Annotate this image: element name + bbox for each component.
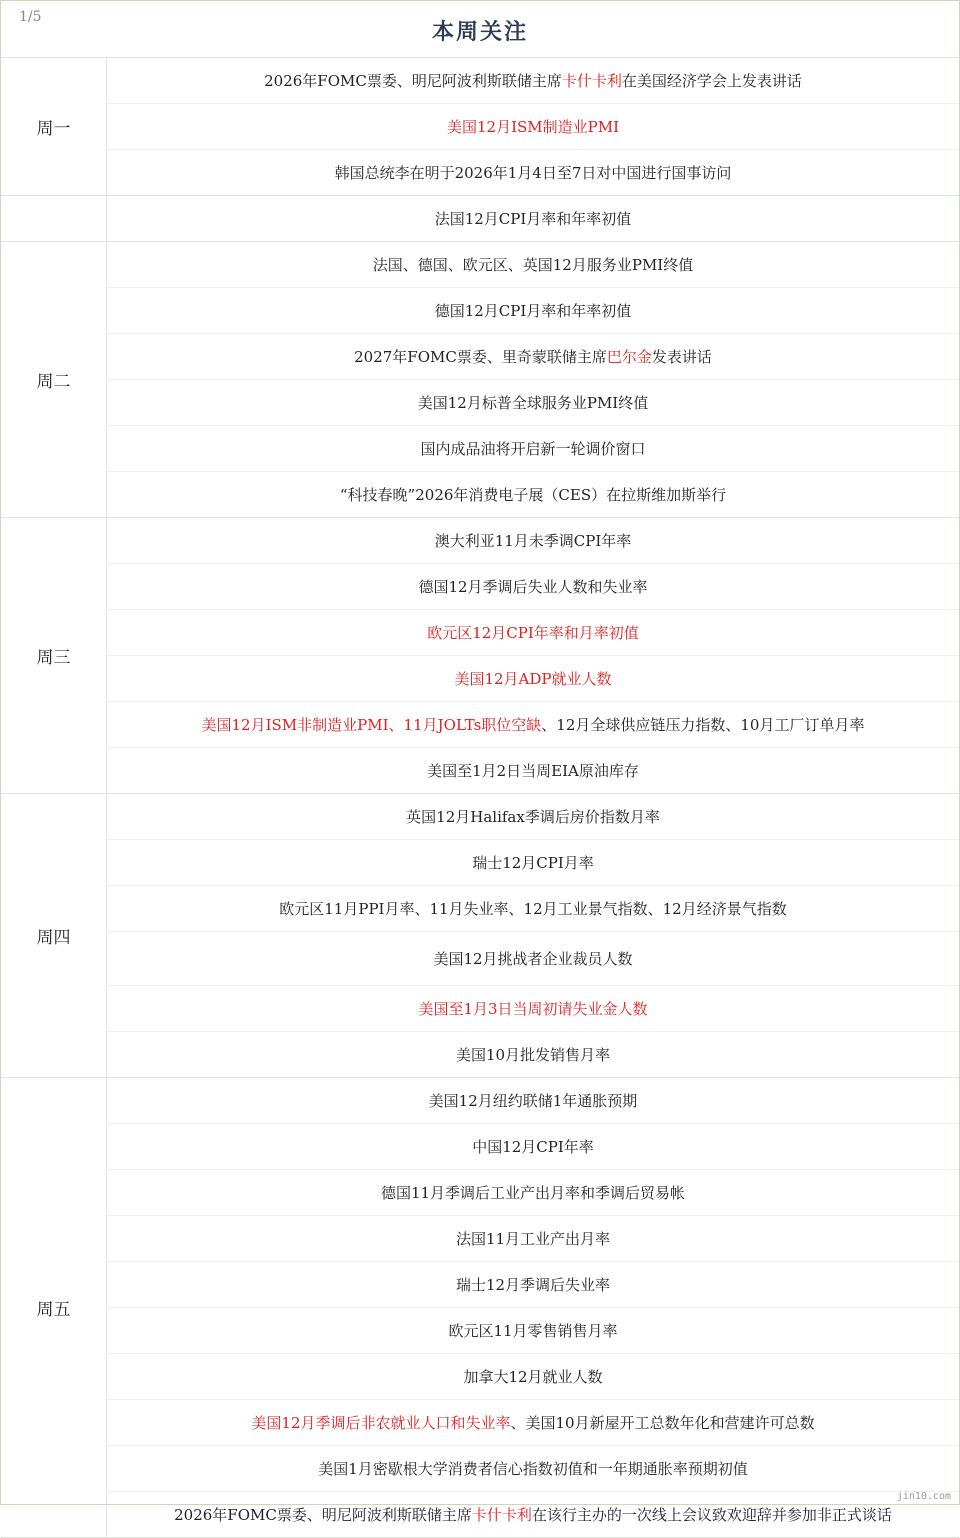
event-row: [107, 1078, 959, 1124]
event-row: [107, 1216, 959, 1262]
highlighted-text: 卡什卡利: [561, 72, 622, 90]
event-text: 瑞士12月季调后失业率: [455, 1276, 611, 1294]
event-list: [107, 518, 959, 793]
event-text: 欧元区11月PPI月率、11月失业率、12月工业景气指数、12月经济景气指数: [279, 900, 787, 918]
event-text: 国内成品油将开启新一轮调价窗口: [420, 440, 646, 458]
event-row: [107, 986, 959, 1032]
event-row: [107, 932, 959, 986]
highlighted-text: 美国12月ADP就业人数: [454, 670, 612, 688]
watermark: jin10.com: [896, 1491, 951, 1502]
event-text: 英国12月Halifax季调后房价指数月率: [406, 808, 660, 826]
event-text: 法国11月工业产出月率: [455, 1230, 611, 1248]
event-row: [107, 886, 959, 932]
day-group: [1, 242, 959, 518]
day-label: 周二: [1, 242, 107, 517]
event-text: 发表讲话: [651, 348, 712, 366]
page-indicator: 1/5: [19, 9, 42, 25]
event-row: [107, 334, 959, 380]
highlighted-text: 欧元区12月CPI年率和月率初值: [427, 624, 639, 642]
day-group: [1, 1078, 959, 1538]
event-text: 美国10月批发销售月率: [455, 1046, 611, 1064]
event-text: 欧元区11月零售销售月率: [448, 1322, 618, 1340]
day-label: 周一: [1, 58, 107, 195]
event-row: [107, 380, 959, 426]
day-label: 周三: [1, 518, 107, 793]
event-text: 瑞士12月CPI月率: [472, 854, 594, 872]
event-row: [107, 1124, 959, 1170]
event-list: [107, 196, 959, 241]
event-row: [107, 242, 959, 288]
event-text: 法国、德国、欧元区、英国12月服务业PMI终值: [372, 256, 694, 274]
weekly-schedule-table: [1, 58, 959, 1538]
highlighted-text: 美国12月ISM制造业PMI: [446, 118, 620, 136]
day-group: [1, 518, 959, 794]
event-row: [107, 1032, 959, 1077]
event-row: [107, 1308, 959, 1354]
event-row: [107, 1446, 959, 1492]
event-text: 美国12月挑战者企业裁员人数: [433, 950, 633, 968]
event-text: “科技春晚”2026年消费电子展（CES）在拉斯维加斯举行: [339, 486, 727, 504]
event-text: 法国12月CPI月率和年率初值: [434, 210, 632, 228]
event-row: [107, 150, 959, 195]
event-text: 在该行主办的一次线上会议致欢迎辞并参加非正式谈话: [531, 1506, 892, 1524]
event-text: 2026年FOMC票委、明尼阿波利斯联储主席: [264, 72, 562, 90]
page-title: 本周关注: [1, 1, 959, 58]
event-row: [107, 564, 959, 610]
event-text: 韩国总统李在明于2026年1月4日至7日对中国进行国事访问: [334, 164, 732, 182]
event-text: 德国12月季调后失业人数和失业率: [418, 578, 648, 596]
day-group: [1, 794, 959, 1078]
event-list: [107, 58, 959, 195]
event-row: [107, 656, 959, 702]
event-row: [107, 748, 959, 793]
event-text: 美国12月纽约联储1年通胀预期: [428, 1092, 638, 1110]
event-row: [107, 518, 959, 564]
event-row: [107, 1170, 959, 1216]
event-text: 中国12月CPI年率: [472, 1138, 594, 1156]
highlighted-text: 美国12月季调后非农就业人口和失业率: [251, 1414, 511, 1432]
event-row: [107, 794, 959, 840]
event-row: [107, 1354, 959, 1400]
event-row: [107, 702, 959, 748]
event-row: [107, 1400, 959, 1446]
event-text: 、12月全球供应链压力指数、10月工厂订单月率: [541, 716, 865, 734]
event-row: [107, 472, 959, 517]
event-text: 美国1月密歇根大学消费者信心指数初值和一年期通胀率预期初值: [318, 1460, 748, 1478]
highlighted-text: 美国至1月3日当周初请失业金人数: [418, 1000, 648, 1018]
highlighted-text: 美国12月ISM非制造业PMI、11月JOLTs职位空缺: [201, 716, 542, 734]
event-row: [107, 840, 959, 886]
highlighted-text: 卡什卡利: [471, 1506, 532, 1524]
event-row: [107, 104, 959, 150]
event-row: [107, 1262, 959, 1308]
event-text: 美国12月标普全球服务业PMI终值: [417, 394, 649, 412]
day-label: 周五: [1, 1078, 107, 1537]
event-text: 2026年FOMC票委、明尼阿波利斯联储主席: [174, 1506, 472, 1524]
day-label: 周四: [1, 794, 107, 1077]
day-label: [1, 196, 107, 241]
highlighted-text: 巴尔金: [606, 348, 652, 366]
event-list: [107, 1078, 959, 1537]
event-row: [107, 1492, 959, 1537]
event-text: 在美国经济学会上发表讲话: [621, 72, 802, 90]
event-text: 美国至1月2日当周EIA原油库存: [427, 762, 639, 780]
event-text: 德国12月CPI月率和年率初值: [434, 302, 632, 320]
event-text: 澳大利亚11月未季调CPI年率: [434, 532, 632, 550]
event-list: [107, 794, 959, 1077]
day-group: [1, 196, 959, 242]
day-group: [1, 58, 959, 196]
event-row: [107, 196, 959, 241]
event-row: [107, 58, 959, 104]
event-list: [107, 242, 959, 517]
event-row: [107, 288, 959, 334]
event-text: 加拿大12月就业人数: [463, 1368, 603, 1386]
event-text: 2027年FOMC票委、里奇蒙联储主席: [354, 348, 607, 366]
event-text: 德国11月季调后工业产出月率和季调后贸易帐: [380, 1184, 686, 1202]
event-row: [107, 610, 959, 656]
event-row: [107, 426, 959, 472]
event-text: 、美国10月新屋开工总数年化和营建许可总数: [510, 1414, 815, 1432]
